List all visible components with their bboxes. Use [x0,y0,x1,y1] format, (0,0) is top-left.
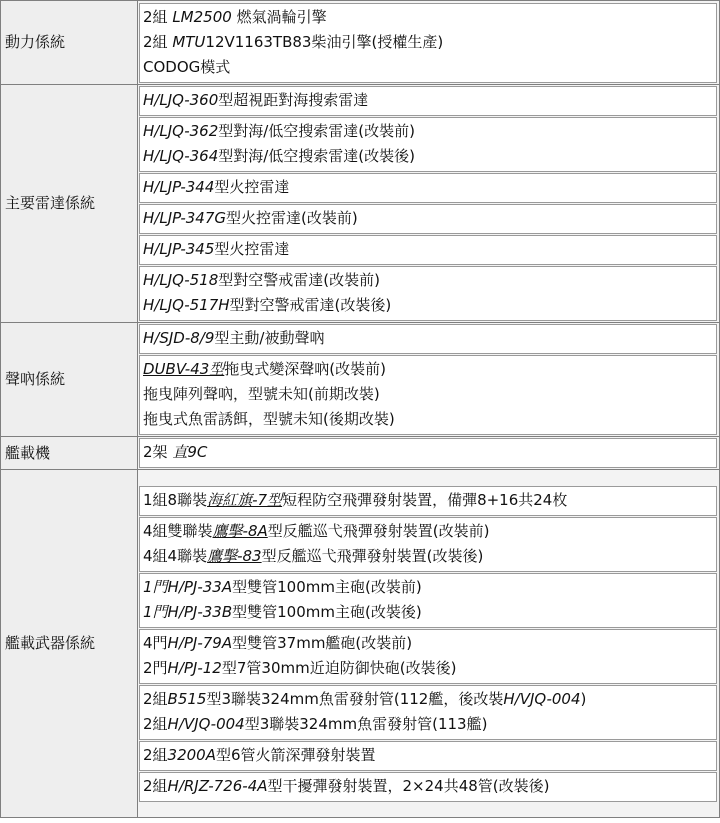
spec-text: ) [580,689,587,708]
spec-text: 12V1163TB83柴油引擎(授權生產) [205,32,444,51]
spec-text: 2架 [143,443,173,461]
spec-item-group [139,772,717,802]
spec-item-line [143,237,712,262]
spec-text: 拖曳陣列聲吶，型號未知(前期改裝) [143,385,380,403]
spec-text: H/SJD-8/9 [143,329,215,347]
spec-row [1,437,720,470]
spec-items-cell [138,1,720,85]
spec-text: 4門 [143,633,168,652]
spec-text: 2組 [143,32,173,51]
spec-text: 2組 [143,776,168,795]
spec-item-line [143,206,712,231]
spec-text: 2組 [143,745,168,764]
spec-item-line [143,326,712,351]
spec-text: 型3聯裝324mm魚雷發射管(112艦，後改裝 [206,689,504,708]
spec-item-line [143,382,712,407]
spec-text: 型主動/被動聲吶 [214,329,325,347]
spec-text: H/LJP-344 [143,178,215,196]
spec-item-line [143,268,712,293]
spec-item-line [143,575,712,600]
spec-item-line [143,144,712,169]
spec-items-cell [138,437,720,470]
spec-text: 2組 [143,7,173,26]
spec-text: H/LJP-345 [143,240,215,258]
spec-item-line [143,119,712,144]
spec-item-line [143,357,712,382]
spec-text: 型雙管100mm主砲(改裝前) [232,577,422,596]
spec-text: 2門 [143,658,168,677]
spec-text: 短程防空飛彈發射裝置，備彈8+16共24枚 [282,490,568,509]
spec-item-group [139,324,717,354]
spec-text: 型對空警戒雷達(改裝後) [229,296,392,314]
spec-item-group [139,573,717,628]
spec-text: 2組 [143,689,168,708]
spec-text: 型對空警戒雷達(改裝前) [218,271,380,289]
spec-text: H/PJ-79A [167,633,233,652]
category-label: 聲吶係統 [1,323,138,437]
spec-text: B515 [167,689,207,708]
spec-text: H/LJQ-518 [143,271,219,289]
spec-text: 型3聯裝324mm魚雷發射管(113艦) [244,714,488,733]
spec-text: H/VJQ-004 [167,714,245,733]
spec-text: 型雙管100mm主砲(改裝後) [232,602,422,621]
spec-text: 型對海/低空搜索雷達(改裝前) [218,122,416,140]
spec-text: 型7管30mm近迫防御快砲(改裝後) [221,658,457,677]
spec-row [1,85,720,323]
spec-row [1,1,720,85]
spec-text: 海紅旗-7型 [207,490,283,509]
spec-items-cell [138,85,720,323]
spec-text: 1組8聯裝 [143,490,208,509]
spec-text: 1門 [143,602,168,621]
category-label: 艦載機 [1,437,138,470]
spec-item-line [143,55,712,80]
spec-text: CODOG模式 [143,57,231,76]
spec-item-line [143,30,712,55]
spec-text: 拖曳式變深聲吶(改裝前) [224,360,386,378]
spec-text: 4組雙聯裝 [143,521,213,540]
spec-item-group [139,235,717,265]
spec-item-line [143,656,712,681]
spec-item-line [143,519,712,544]
spec-text: 型火控雷達 [214,178,290,196]
spec-items-cell [138,470,720,818]
spec-item-line [143,600,712,625]
spec-item-group [139,629,717,684]
spec-item-group [139,173,717,203]
spec-text: H/LJQ-517H [143,296,230,314]
spec-item-group [139,86,717,116]
spec-text: H/LJQ-364 [143,147,219,165]
spec-text: H/VJQ-004 [503,689,581,708]
spec-item-line [143,544,712,569]
spec-text: 型雙管37mm艦砲(改裝前) [232,633,413,652]
spec-table-body [1,1,720,818]
spec-text: 型反艦巡弋飛彈發射裝置(改裝前) [267,521,490,540]
spec-item-line [143,712,712,737]
spec-text: H/LJP-347G [143,209,227,227]
spec-item-group [139,355,717,435]
spec-item-line [143,175,712,200]
spec-row [1,323,720,437]
spec-text: H/PJ-33B [167,602,233,621]
spec-item-line [143,88,712,113]
spec-text: 燃氣渦輪引擎 [231,7,327,26]
spec-item-group [139,685,717,740]
spec-text: LM2500 [172,7,232,26]
spec-text: 型對海/低空搜索雷達(改裝後) [218,147,416,165]
spec-item-line [143,293,712,318]
spec-text: 型6管火箭深彈發射裝置 [215,745,376,764]
spec-item-group [139,266,717,321]
spec-item-group [139,741,717,771]
spec-item-line [143,687,712,712]
spec-text: 3200A [167,745,216,764]
spec-item-group [139,204,717,234]
spec-items-cell [138,323,720,437]
spec-row [1,470,720,818]
spec-item-group [139,117,717,172]
spec-item-line [143,631,712,656]
spec-item-line [143,774,712,799]
spec-text: MTU [172,32,206,51]
spec-text: 直9C [172,443,208,461]
spec-item-line [143,743,712,768]
spec-item-line [143,440,712,465]
spec-text: H/RJZ-726-4A [167,776,268,795]
spec-text: 鷹擊-8A [212,521,268,540]
spec-item-line [143,488,712,513]
spec-text: 鷹擊-83 [207,546,262,565]
category-label: 艦載武器係統 [1,470,138,818]
spec-text: 型火控雷達 [214,240,290,258]
spec-text: 拖曳式魚雷誘餌，型號未知(後期改裝) [143,410,395,428]
spec-text: 型干擾彈發射裝置，2×24共48管(改裝後) [267,776,550,795]
spec-text: DUBV-43型 [143,360,225,378]
spec-text: H/PJ-12 [167,658,222,677]
spec-item-group [139,3,717,83]
spec-item-group [139,486,717,516]
spec-text: H/PJ-33A [167,577,233,596]
spec-item-line [143,407,712,432]
spec-text: 2組 [143,714,168,733]
spec-text: H/LJQ-360 [143,91,219,109]
spec-text: 1門 [143,577,168,596]
category-label: 動力係統 [1,1,138,85]
category-label: 主要雷達係統 [1,85,138,323]
spec-text: 4組4聯裝 [143,546,208,565]
spec-item-line [143,5,712,30]
spec-item-group [139,438,717,468]
spec-text: 型反艦巡弋飛彈發射裝置(改裝後) [261,546,484,565]
spec-text: H/LJQ-362 [143,122,219,140]
spec-item-group [139,517,717,572]
spec-text: 型超視距對海搜索雷達 [218,91,369,109]
spec-text: 型火控雷達(改裝前) [226,209,358,227]
